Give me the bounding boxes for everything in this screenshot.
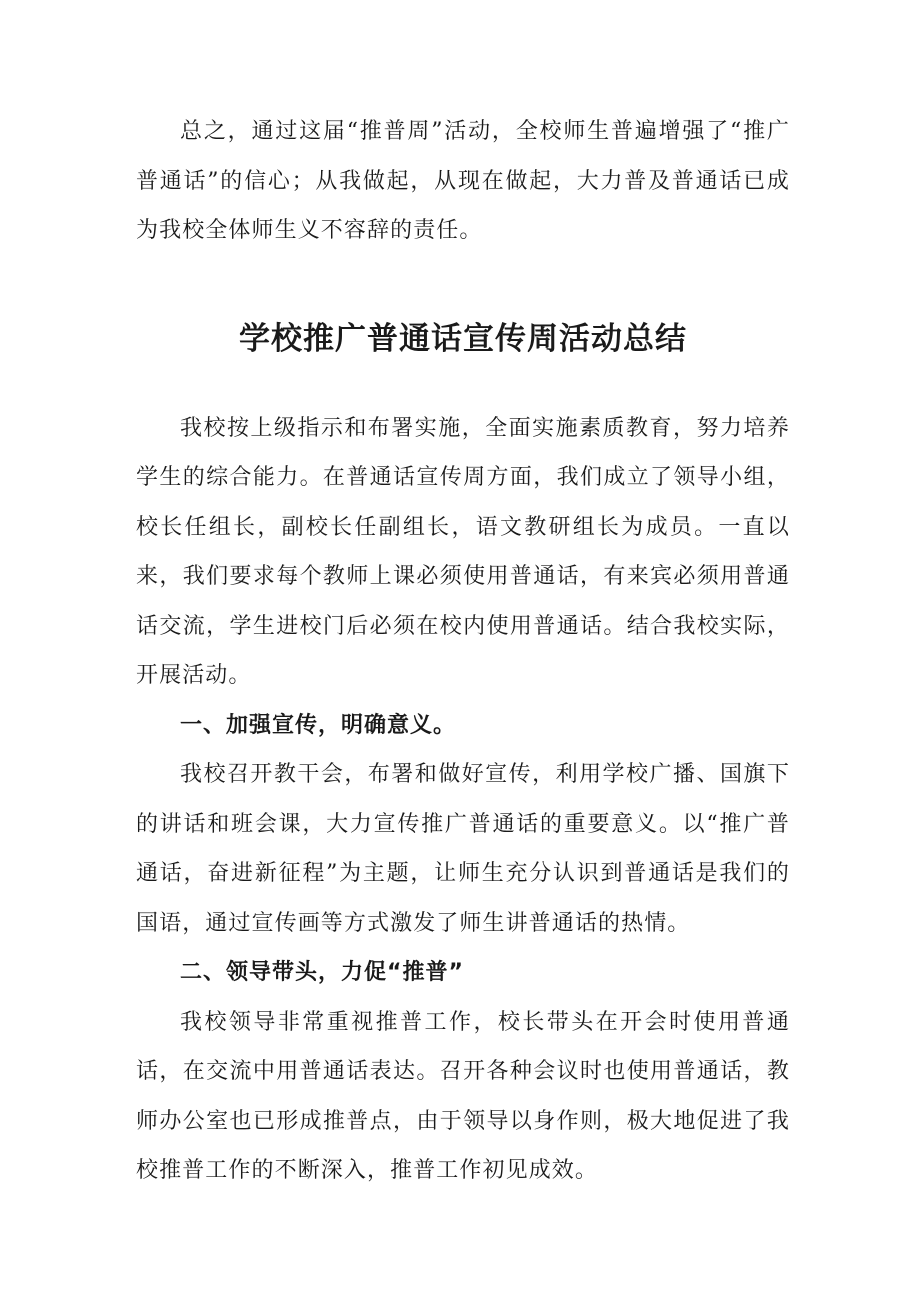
spacer	[136, 256, 790, 316]
document-title: 学校推广普通话宣传周活动总结	[239, 320, 687, 357]
document-page	[136, 107, 790, 1196]
section-heading-1: 一、加强宣传，明确意义。	[180, 712, 457, 738]
intro-paragraph: 总之，通过这届“推普周”活动，全校师生普遍增强了“推广普通话”的信心；从我做起，从现在做起，大力普及普通话已成为我校全体师生义不容辞的责任。	[136, 119, 790, 243]
section-heading-2: 二、领导带头，力促“推普”	[180, 960, 464, 985]
section-body-1: 我校召开教干会，布署和做好宣传，利用学校广播、国旗下的讲话和班会课，大力宣传推广普通话的重要意义。以“推广普通话，奋进新征程”为主题，让师生充分认识到普通话是我们的国语，通过宣传画等方式激发了师生讲普通话的热情。	[136, 762, 790, 936]
opening-paragraph: 我校按上级指示和布署实施，全面实施素质教育，努力培养学生的综合能力。在普通话宣传周方面，我们成立了领导小组，校长任组长，副校长任副组长，语文教研组长为成员。一直以来，我们要求每个教师上课必须使用普通话，有来宾必须用普通话交流，学生进校门后必须在校内使用普通话。结合我校实际，开展活动。	[136, 415, 790, 688]
spacer	[136, 362, 790, 404]
section-body-2: 我校领导非常重视推普工作，校长带头在开会时使用普通话，在交流中用普通话表达。召开各种会议时也使用普通话，教师办公室也已形成推普点，由于领导以身作则，极大地促进了我校推普工作的不断深入，推普工作初见成效。	[136, 1009, 790, 1183]
